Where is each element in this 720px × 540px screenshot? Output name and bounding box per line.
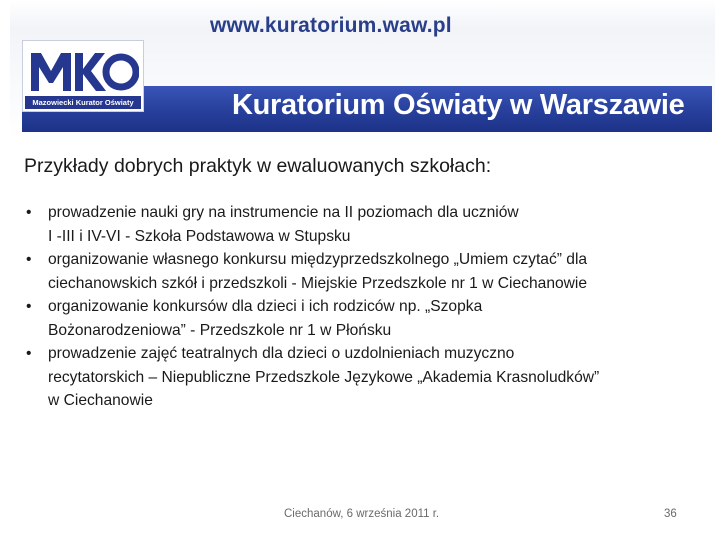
footer-date: Ciechanów, 6 września 2011 r.	[284, 508, 440, 520]
list-item-line: organizowanie własnego konkursu międzyprzedszkolnego „Umiem czytać” dla	[48, 251, 588, 268]
list-item-line: recytatorskich – Niepubliczne Przedszkole Językowe „Akademia Krasnoludków”	[48, 368, 600, 386]
mko-logo-mark	[27, 47, 139, 95]
list-item	[24, 248, 714, 295]
list-item-line: prowadzenie zajęć teatralnych dla dzieci o uzdolnieniach muzyczno	[48, 345, 515, 362]
slide-title: Przykłady dobrych praktyk w ewaluowanych szkołach:	[24, 155, 492, 177]
page-number: 36	[664, 508, 677, 520]
list-item	[24, 295, 714, 342]
website-url: www.kuratorium.waw.pl	[210, 14, 452, 37]
bullet-marker: •	[26, 298, 32, 315]
practices-list	[24, 201, 714, 413]
list-item	[24, 342, 714, 413]
list-item-line: I -III i IV-VI - Szkoła Podstawowa w Stupsku	[48, 227, 351, 245]
bullet-marker: •	[26, 204, 32, 221]
list-item	[24, 201, 714, 248]
bullet-marker: •	[26, 251, 32, 268]
list-item-line: Bożonarodzeniowa” - Przedszkole nr 1 w Płońsku	[48, 321, 392, 339]
mko-logo	[22, 40, 144, 112]
list-item-line: w Ciechanowie	[48, 392, 153, 409]
list-item-line: prowadzenie nauki gry na instrumencie na II poziomach dla uczniów	[48, 204, 519, 221]
logo-caption: Mazowiecki Kurator Oświaty	[25, 96, 141, 109]
banner-title: Kuratorium Oświaty w Warszawie	[232, 89, 685, 121]
bullet-marker: •	[26, 345, 32, 362]
list-item-line: organizowanie konkursów dla dzieci i ich rodziców np. „Szopka	[48, 298, 483, 315]
list-item-line: ciechanowskich szkół i przedszkoli - Miejskie Przedszkole nr 1 w Ciechanowie	[48, 274, 588, 292]
header-banner-area	[10, 0, 715, 140]
